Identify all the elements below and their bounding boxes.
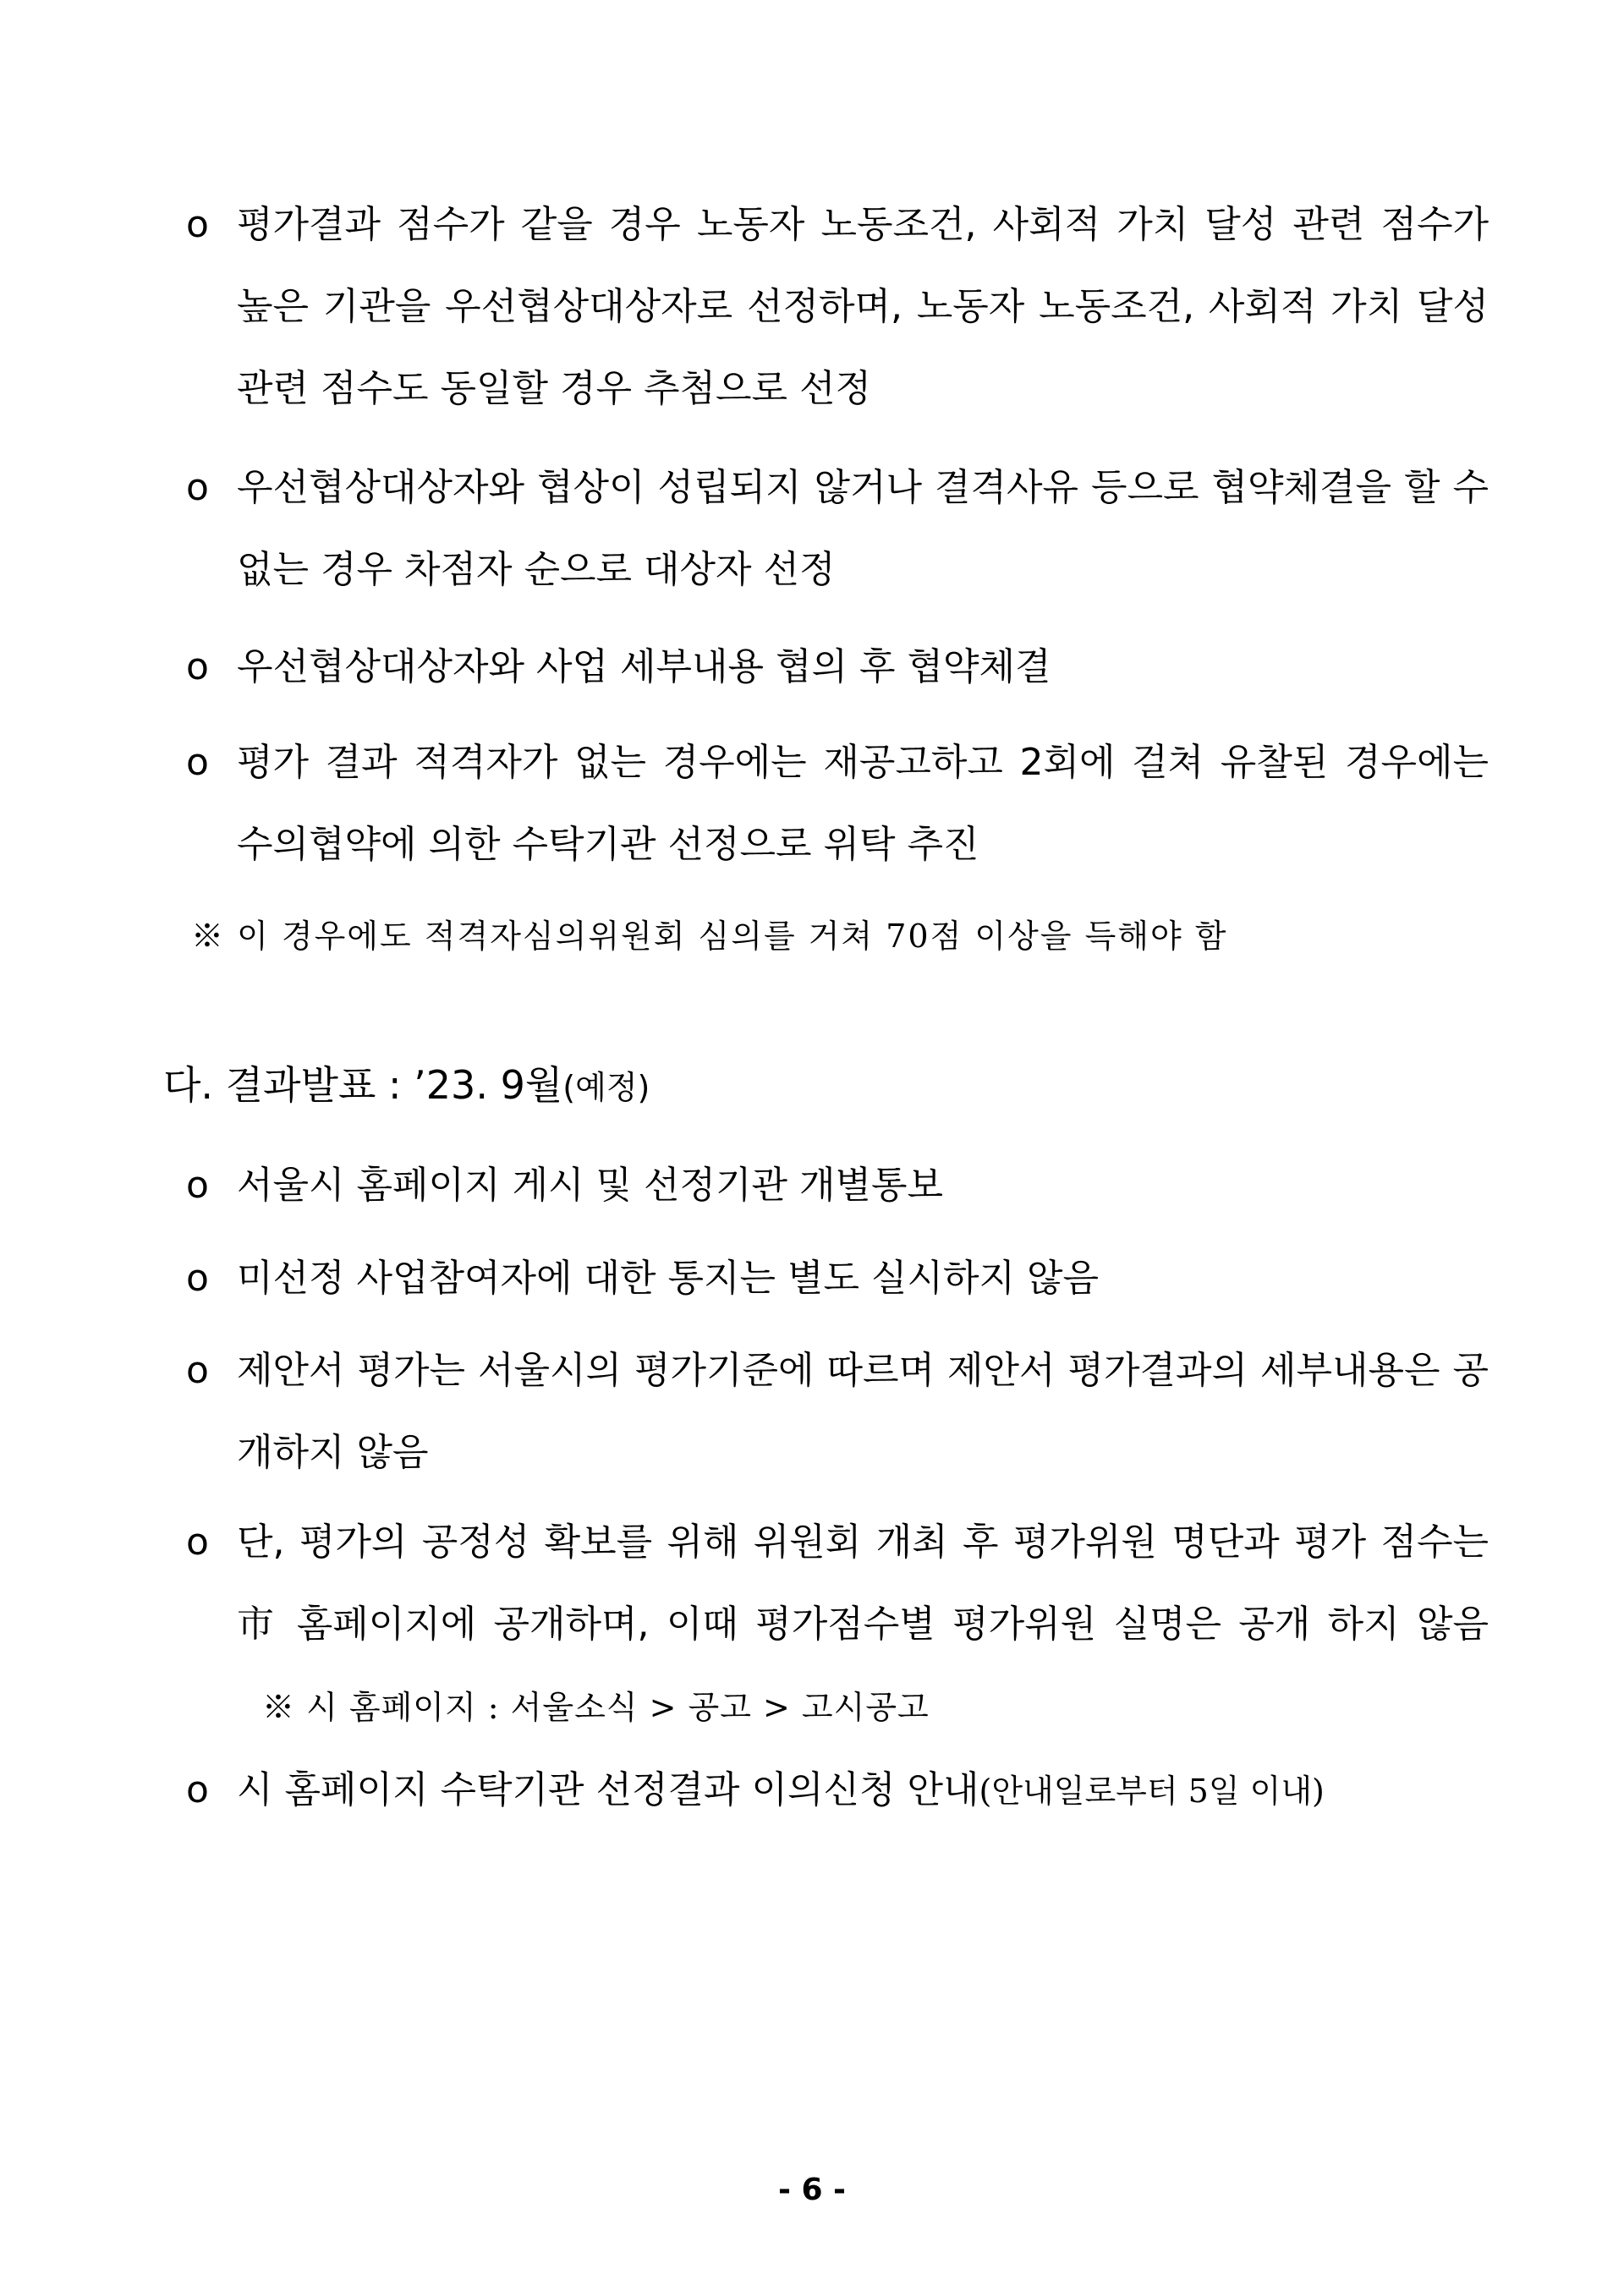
reference-note: ※ 이 경우에도 적격자심의위원회 심의를 거쳐 70점 이상을 득해야 함: [191, 918, 1228, 955]
bullet-item-evaluation-criteria: [186, 1329, 1489, 1493]
bullet-marker: o: [186, 1768, 209, 1811]
bullet-text: 미선정 사업참여자에 대한 통지는 별도 실시하지 않음: [237, 1257, 1100, 1300]
section-heading-text: 다. 결과발표 : ’23. 9월: [163, 1062, 563, 1108]
bullet-text: [186, 1749, 1489, 1833]
bullet-text: [186, 1501, 1489, 1749]
bullet-item-negotiation-failure: [186, 447, 1489, 611]
bullet-marker: o: [186, 1349, 209, 1392]
objection-period: (안내일로부터 5일 이내): [979, 1773, 1325, 1810]
bullet-item-website-notice: [186, 1144, 1489, 1226]
bullet-text: 평가결과 점수가 같을 경우 노동자 노동조건, 사회적 가치 달성 관련 점수가 높은 기관을 우선협상대상자로 선정하며, 노동자 노동조건, 사회적 가치 달성 관련 점수도 동일할 경우 추첨으로 선정: [237, 203, 1489, 410]
bullet-item-agreement: [186, 626, 1489, 708]
section-heading: [163, 1055, 650, 1117]
bullet-marker: o: [186, 1257, 209, 1300]
bullet-marker: o: [186, 1521, 209, 1564]
bullet-text: 평가 결과 적격자가 없는 경우에는 재공고하고 2회에 걸쳐 유찰된 경우에는 수의협약에 의한 수탁기관 선정으로 위탁 추진: [237, 741, 1489, 866]
section-heading-paren: (예정): [562, 1069, 650, 1106]
bullet-text: 우선협상대상자와 사업 세부내용 협의 후 협약체결: [237, 645, 1051, 688]
bullet-text: 우선협상대상자와 협상이 성립되지 않거나 결격사유 등으로 협약체결을 할 수 없는 경우 차점자 순으로 대상자 선정: [237, 466, 1489, 591]
website-path-note: ※ 시 홈페이지 : 서울소식 > 공고 > 고시공고: [262, 1689, 930, 1726]
bullet-item-tie-breaking: [186, 184, 1489, 430]
bullet-text: 제안서 평가는 서울시의 평가기준에 따르며 제안서 평가결과의 세부내용은 공개하지 않음: [237, 1349, 1489, 1474]
bullet-body: 시 홈페이지 수탁기관 선정결과 이의신청 안내: [237, 1768, 979, 1811]
page-number: - 6 -: [778, 2173, 846, 2207]
bullet-marker: o: [186, 203, 209, 246]
bullet-marker: o: [186, 466, 209, 509]
bullet-item-no-qualified: [186, 721, 1489, 885]
bullet-marker: o: [186, 1164, 209, 1207]
bullet-marker: o: [186, 645, 209, 688]
bullet-item-fairness: [186, 1501, 1489, 1749]
bullet-text: 서울시 홈페이지 게시 및 선정기관 개별통보: [237, 1164, 944, 1207]
bullet-marker: o: [186, 741, 209, 784]
bullet-item-non-selected: [186, 1237, 1489, 1319]
bullet-body: 단, 평가의 공정성 확보를 위해 위원회 개최 후 평가위원 명단과 평가 점수는 市 홈페이지에 공개하며, 이때 평가점수별 평가위원 실명은 공개 하지 않음: [237, 1521, 1490, 1646]
bullet-item-objection: [186, 1749, 1489, 1833]
